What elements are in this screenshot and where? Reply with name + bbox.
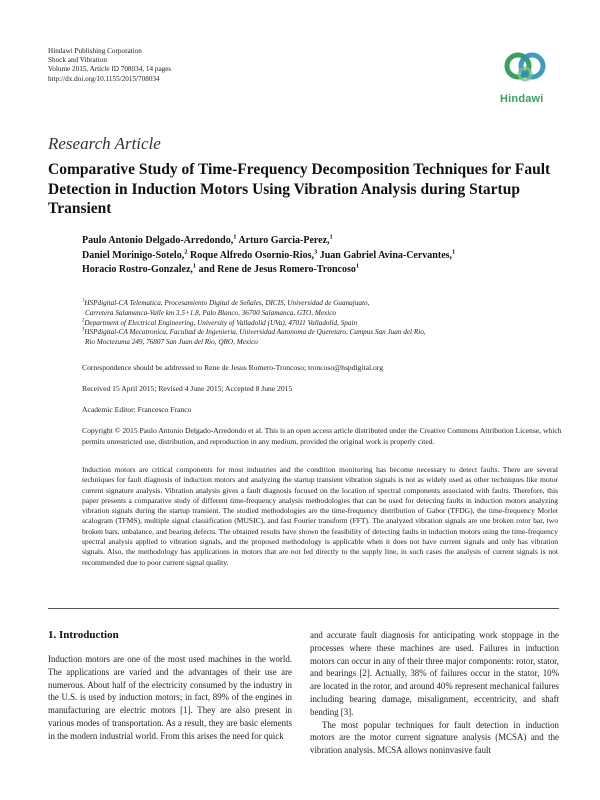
intro-paragraph: and accurate fault diagnosis for anticipating work stoppage in the processes where these machines are used. Failures in induction motors can occur in any of their three major components: rotor, stator, and bearings [2]. Actually, 38% of failures occur in the stator, 10% are located in the rotor, and around 40% represent mechanical failures including bearing damage, misalignment, eccentricity, and shaft bending [3]. <box>310 630 559 717</box>
author-sup: 3 <box>313 248 318 256</box>
affiliation-sup: 2 <box>82 318 85 324</box>
affiliation-line: HSPdigital-CA Mecatronica, Facultad de Ingenieria, Universidad Autonoma de Queretaro, Campus San Juan del Rio, <box>84 328 426 337</box>
section-divider <box>48 608 559 609</box>
author-sup: 1 <box>192 262 197 270</box>
affiliations <box>82 299 562 348</box>
journal-name: Shock and Vibration <box>48 56 107 65</box>
author-name: Paulo Antonio Delgado-Arredondo, <box>82 235 234 246</box>
intro-paragraph: The most popular techniques for fault detection in induction motors are the motor current signature analysis (MCSA) and the vibration analysis. MCSA allows noninvasive fault <box>310 719 559 756</box>
affiliation-line: Department of Electrical Engineering, University of Valladolid (UVa), 47011 Valladolid, Spain <box>84 318 358 327</box>
article-type: Research Article <box>48 134 161 153</box>
volume-info: Volume 2015, Article ID 708034, 14 pages <box>48 65 172 74</box>
author-name: and Rene de Jesus Romero-Troncoso <box>198 264 356 275</box>
journal-header <box>48 47 171 84</box>
author-name: Arturo Garcia-Perez, <box>238 235 330 246</box>
intro-column-right <box>310 629 559 757</box>
author-name: Daniel Morinigo-Sotelo, <box>82 249 185 261</box>
affiliation-line: Rio Moctezuma 249, 76807 San Juan del Rio, QRO, Mexico <box>85 338 258 347</box>
received-dates: Received 15 April 2015; Revised 4 June 2015; Accepted 8 June 2015 <box>82 384 293 393</box>
author-name: Juan Gabriel Avina-Cervantes, <box>319 249 453 261</box>
author-sup: 1 <box>329 233 333 241</box>
affiliation-sup: 3 <box>82 328 85 333</box>
hindawi-logo-text: Hindawi <box>500 93 544 105</box>
author-name: Roque Alfredo Osornio-Rios, <box>189 249 314 261</box>
academic-editor: Academic Editor: Francesco Franco <box>82 405 192 414</box>
correspondence-note: Correspondence should be addressed to Rene de Jesus Romero-Troncoso; troncoso@hspdigital.org <box>82 363 383 372</box>
author-sup: 1 <box>233 233 237 241</box>
copyright-notice: Copyright © 2015 Paulo Antonio Delgado-Arredondo et al. This is an open access article distributed under the Creative Commons Attribution License, which permits unrestricted use, distribution, and reproduction in any medium, provided the original work is properly cited. <box>82 426 562 446</box>
author-name: Horacio Rostro-Gonzalez, <box>82 264 193 275</box>
author-list <box>82 234 562 278</box>
doi-link[interactable]: http://dx.doi.org/10.1155/2015/708034 <box>48 74 160 83</box>
author-sup: 1 <box>452 248 456 256</box>
section-heading: 1. Introduction <box>48 629 119 641</box>
affiliation-line: Carretera Salamanca-Valle km 3.5+1.8, Palo Blanco, 36700 Salamanca, GTO, Mexico <box>85 308 336 317</box>
author-sup: 2 <box>184 248 188 256</box>
intro-paragraph: Induction motors are one of the most used machines in the world. The applications are varied and the advantages of their use are numerous. About half of the electricity consumed by the industry in the U.S. is used by induction motors; in fact, 89% of the engines in manufacturing are electric motors [1]. They are also present in various modes of transportation. As a result, they are basic elements in the modern industrial world. From this arises the need for quick <box>48 654 292 741</box>
paper-title: Comparative Study of Time-Frequency Decomposition Techniques for Fault Detection in Induction Motors Using Vibration Analysis during Startup Transient <box>48 161 551 217</box>
author-sup: 1 <box>355 262 360 270</box>
intro-column-left <box>48 653 292 743</box>
affiliation-sup: 1 <box>82 298 85 304</box>
abstract: Induction motors are critical components for most industries and the condition monitoring has become necessary to detect faults. There are several techniques for fault diagnosis of induction motors and analyzing the startup transient vibration signals is not as widely used as other techniques like motor current signature analysis. Vibration analysis gives a fault diagnosis focused on the location of spectral components associated with faults. Therefore, this paper presents a comparative study of different time-frequency analysis methodologies that can be used for detecting faults in induction motors analyzing vibration signals during the startup transient. The studied methodologies are the time-frequency distribution of Gabor (TFDG), the time-frequency Morlet scalogram (TFMS), multiple signal classification (MUSIC), and fast Fourier transform (FFT). The analyzed vibration signals are one broken rotor bar, two broken bars, unbalance, and bearing defects. The obtained results have shown the feasibility of detecting faults in induction motors using the time-frequency spectral analysis applied to vibration signals, and the proposed methodology is applicable when it does not have current signals and only has vibration signals. Also, the methodology has applications in motors that are not fed directly to the supply line, in such cases the analysis of current signals is not recommended due to poor current signal quality. <box>82 465 558 567</box>
publisher-name: Hindawi Publishing Corporation <box>48 47 142 55</box>
affiliation-line: HSPdigital-CA Telematica, Procesamiento Digital de Señales, DICIS, Universidad de Guanajuato, <box>84 299 370 307</box>
